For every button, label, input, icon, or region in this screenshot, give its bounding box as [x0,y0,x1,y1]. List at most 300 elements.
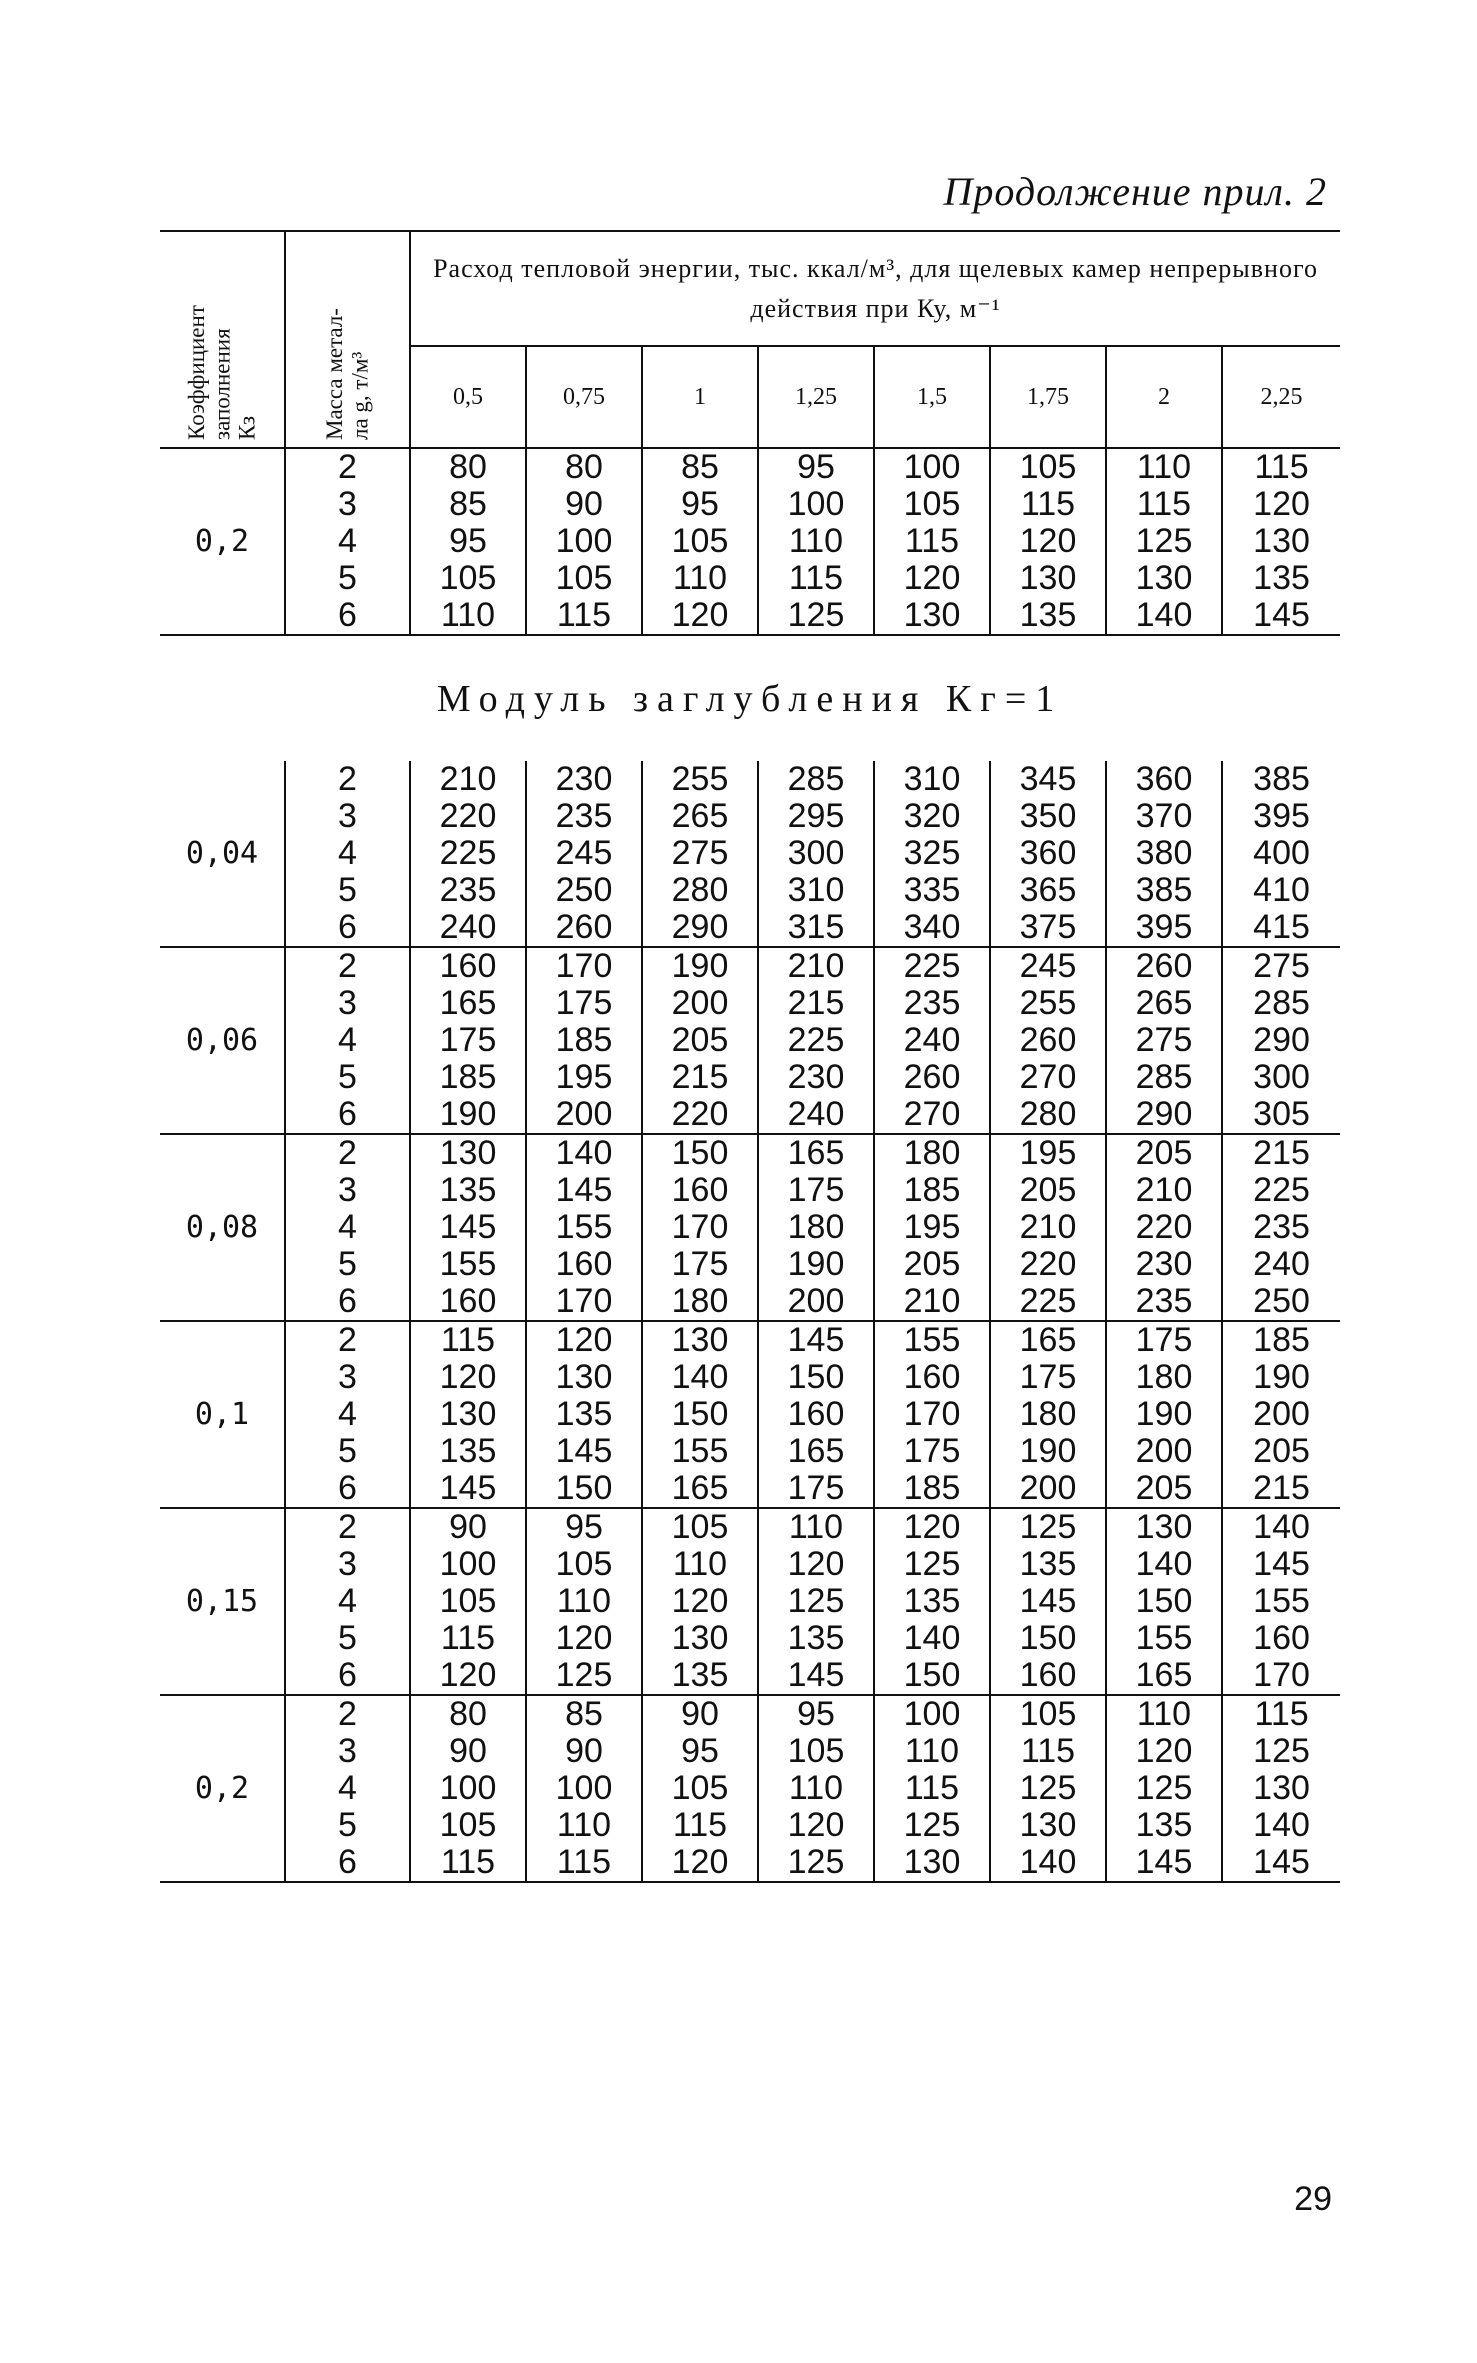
table-body [160,448,1340,1882]
table-cell: 130 [1019,1806,1077,1844]
table-cell: 140 [1135,596,1193,634]
table-cell: 160 [439,947,497,985]
table-cell: 105 [787,1732,845,1770]
g-value: 2 [338,1695,357,1733]
table-cell: 205 [903,1245,961,1283]
table-cell: 245 [555,834,613,872]
table-cell: 315 [787,908,845,946]
table-cell: 170 [555,1282,613,1320]
table-cell: 230 [1135,1245,1193,1283]
table-cell: 145 [555,1171,613,1209]
table-cell: 325 [903,834,961,872]
table-cell: 120 [1253,485,1310,523]
table-cell: 375 [1019,908,1077,946]
table-cell: 190 [1135,1395,1193,1433]
value-column [758,761,874,947]
table-cell: 255 [1019,984,1077,1022]
table-cell: 120 [671,596,729,634]
table-cell: 180 [671,1282,729,1320]
value-column [642,1134,758,1321]
table-cell: 135 [555,1395,613,1433]
table-cell: 285 [1253,984,1310,1022]
table-cell: 100 [555,1769,613,1807]
g-value: 6 [338,596,357,634]
table-cell: 135 [439,1171,497,1209]
table-cell: 105 [671,1769,729,1807]
table-cell: 160 [555,1245,613,1283]
table-cell: 145 [1135,1843,1193,1881]
g-values [285,1134,410,1321]
table-cell: 135 [1019,1545,1077,1583]
table-cell: 255 [671,760,729,798]
table-cell: 125 [555,1656,613,1694]
value-column [758,1321,874,1508]
table-cell: 235 [903,984,961,1022]
table-cell: 160 [1019,1656,1077,1694]
value-column [642,947,758,1134]
table-cell: 145 [1019,1582,1077,1620]
table-cell: 345 [1019,760,1077,798]
table-cell: 115 [1136,485,1192,523]
table-cell: 210 [1135,1171,1193,1209]
table-cell: 150 [555,1469,613,1507]
g-value: 5 [338,1245,357,1283]
value-column [874,947,990,1134]
table-cell: 85 [449,485,487,523]
table-cell: 170 [671,1208,729,1246]
g-values [285,1321,410,1508]
table-cell: 170 [903,1395,961,1433]
g-value: 2 [338,1508,357,1546]
value-column [410,761,526,947]
kz-value: 0,04 [160,761,285,947]
table-cell: 150 [1135,1582,1193,1620]
table-cell: 115 [1254,1695,1309,1733]
table-cell: 265 [1135,984,1193,1022]
g-value: 5 [338,871,357,909]
table-block [160,448,1340,635]
table-cell: 110 [556,1582,612,1620]
table-cell: 125 [903,1545,961,1583]
value-column [526,1321,642,1508]
table-cell: 115 [556,596,612,634]
table-cell: 95 [565,1508,603,1546]
table-cell: 120 [555,1619,613,1657]
table-cell: 235 [555,797,613,835]
table-cell: 115 [788,559,844,597]
table-cell: 215 [671,1058,729,1096]
table-cell: 160 [671,1171,729,1209]
table-cell: 100 [903,448,961,486]
table-cell: 150 [671,1395,729,1433]
table-cell: 170 [555,947,613,985]
table-cell: 235 [439,871,497,909]
table-cell: 260 [1135,947,1193,985]
table-cell: 155 [903,1321,961,1359]
table-cell: 165 [671,1469,729,1507]
table-cell: 290 [671,908,729,946]
table-cell: 135 [1253,559,1310,597]
table-cell: 105 [555,1545,613,1583]
kz-value: 0,2 [160,1695,285,1882]
value-column [1222,1508,1340,1695]
table-cell: 90 [681,1695,719,1733]
table-cell: 190 [787,1245,845,1283]
table-cell: 175 [903,1432,961,1470]
table-cell: 130 [439,1395,497,1433]
g-value: 4 [338,522,357,560]
table-cell: 395 [1253,797,1310,835]
table-cell: 155 [1135,1619,1193,1657]
table-cell: 310 [787,871,845,909]
kz-value: 0,08 [160,1134,285,1321]
table-cell: 175 [555,984,613,1022]
table-cell: 180 [1019,1395,1077,1433]
table-cell: 130 [903,596,961,634]
table-cell: 175 [1135,1321,1193,1359]
table-cell: 95 [797,448,835,486]
table-cell: 245 [1019,947,1077,985]
table-cell: 120 [1019,522,1077,560]
value-column [410,1695,526,1882]
table-cell: 140 [671,1358,729,1396]
table-cell: 130 [1135,1508,1193,1546]
table-cell: 95 [797,1695,835,1733]
table-cell: 300 [1253,1058,1310,1096]
g-value: 4 [338,1769,357,1807]
table-cell: 140 [903,1619,961,1657]
table-cell: 270 [903,1095,961,1133]
g-value: 5 [338,1058,357,1096]
table-cell: 180 [787,1208,845,1246]
ky-header-cell: 2 [1106,346,1222,448]
table-cell: 165 [787,1134,845,1172]
g-values [285,761,410,947]
table-cell: 280 [1019,1095,1077,1133]
table-cell: 85 [681,448,719,486]
table-cell: 120 [671,1582,729,1620]
table-cell: 100 [903,1695,961,1733]
value-column [990,1321,1106,1508]
table-cell: 155 [439,1245,497,1283]
table-cell: 115 [556,1843,612,1881]
table-cell: 135 [1019,596,1077,634]
table-cell: 110 [440,596,496,634]
table-cell: 380 [1135,834,1193,872]
table-cell: 110 [1136,1695,1192,1733]
table-cell: 155 [671,1432,729,1470]
table-cell: 200 [787,1282,845,1320]
value-column [758,947,874,1134]
table-cell: 220 [1019,1245,1077,1283]
heat-consumption-table [160,230,1340,1883]
table-cell: 265 [671,797,729,835]
table-cell: 300 [787,834,845,872]
value-column [990,947,1106,1134]
g-value: 5 [338,1432,357,1470]
table-cell: 120 [439,1358,497,1396]
table-cell: 115 [440,1321,496,1359]
table-cell: 85 [565,1695,603,1733]
table-cell: 125 [787,1843,845,1881]
table-cell: 220 [1135,1208,1193,1246]
value-column [642,448,758,635]
kz-value: 0,06 [160,947,285,1134]
table-cell: 185 [439,1058,497,1096]
g-value: 2 [338,947,357,985]
g-value: 2 [338,448,357,486]
table-cell: 135 [671,1656,729,1694]
header-kz-label: Коэффициент заполнения Кз [184,304,260,440]
table-cell: 410 [1253,871,1310,909]
table-cell: 105 [671,1508,729,1546]
value-column [874,1695,990,1882]
table-cell: 335 [903,871,961,909]
table-cell: 125 [903,1806,961,1844]
value-column [642,1695,758,1882]
table-cell: 80 [449,1695,487,1733]
table-cell: 105 [555,559,613,597]
value-column [1106,448,1222,635]
table-cell: 200 [1253,1395,1310,1433]
table-cell: 250 [555,871,613,909]
value-column [526,761,642,947]
value-column [1106,1134,1222,1321]
table-cell: 120 [1135,1732,1193,1770]
table-cell: 110 [1136,448,1192,486]
g-value: 6 [338,1469,357,1507]
table-cell: 125 [1253,1732,1310,1770]
table-cell: 200 [1135,1432,1193,1470]
table-cell: 240 [1253,1245,1310,1283]
table-cell: 415 [1253,908,1310,946]
table-cell: 135 [787,1619,845,1657]
table-cell: 105 [1019,1695,1077,1733]
value-column [526,947,642,1134]
table-cell: 290 [1135,1095,1193,1133]
table-cell: 200 [1019,1469,1077,1507]
table-cell: 150 [671,1134,729,1172]
g-value: 6 [338,1656,357,1694]
table-cell: 155 [1253,1582,1310,1620]
table-cell: 150 [1019,1619,1077,1657]
table-cell: 310 [903,760,961,798]
value-column [990,1134,1106,1321]
table-cell: 125 [1135,1769,1193,1807]
table-cell: 110 [556,1806,612,1844]
value-column [642,1508,758,1695]
table-cell: 120 [787,1806,845,1844]
value-column [1222,1321,1340,1508]
table-cell: 185 [555,1021,613,1059]
table-cell: 115 [672,1806,728,1844]
table-cell: 225 [903,947,961,985]
table-cell: 220 [439,797,497,835]
value-column [410,1134,526,1321]
table-cell: 125 [1135,522,1193,560]
table-cell: 130 [1019,559,1077,597]
ky-header-cell: 1,25 [758,346,874,448]
table-cell: 165 [787,1432,845,1470]
table-cell: 320 [903,797,961,835]
g-value: 3 [338,1358,357,1396]
table-cell: 125 [787,596,845,634]
value-column [1106,761,1222,947]
modulus-row [160,635,1340,761]
table-cell: 110 [788,1769,844,1807]
table-cell: 260 [555,908,613,946]
table-cell: 105 [671,522,729,560]
table-cell: 175 [439,1021,497,1059]
g-value: 2 [338,760,357,798]
modulus-label: Модуль заглубления Кг=1 [436,677,1064,720]
g-value: 4 [338,1208,357,1246]
value-column [526,1695,642,1882]
table-cell: 385 [1253,760,1310,798]
value-column [1222,761,1340,947]
table-cell: 140 [1019,1843,1077,1881]
value-column [990,1508,1106,1695]
table-cell: 130 [671,1619,729,1657]
value-column [642,761,758,947]
table-cell: 90 [565,485,603,523]
value-column [526,448,642,635]
table-cell: 225 [1253,1171,1310,1209]
table-cell: 80 [449,448,487,486]
table-cell: 80 [565,448,603,486]
table-cell: 235 [1135,1282,1193,1320]
value-column [1222,947,1340,1134]
table-cell: 130 [671,1321,729,1359]
g-value: 6 [338,908,357,946]
table-cell: 150 [903,1656,961,1694]
table-block [160,1134,1340,1321]
table-cell: 90 [565,1732,603,1770]
table-cell: 200 [555,1095,613,1133]
g-value: 3 [338,797,357,835]
table-cell: 145 [1253,1545,1310,1583]
table-cell: 115 [1020,1732,1076,1770]
table-cell: 235 [1253,1208,1310,1246]
table-cell: 350 [1019,797,1077,835]
table-cell: 95 [681,485,719,523]
table-cell: 120 [555,1321,613,1359]
table-cell: 110 [672,1545,728,1583]
value-column [758,448,874,635]
page-number: 29 [1294,2180,1332,2218]
table-cell: 120 [903,559,961,597]
value-column [874,448,990,635]
table-cell: 90 [449,1732,487,1770]
value-column [526,1508,642,1695]
table-cell: 130 [1253,522,1310,560]
table-cell: 165 [1135,1656,1193,1694]
page-heading: Продолжение прил. 2 [943,169,1327,214]
g-value: 2 [338,1134,357,1172]
value-column [990,761,1106,947]
table-cell: 190 [1253,1358,1310,1396]
kz-value: 0,1 [160,1321,285,1508]
table-cell: 185 [903,1171,961,1209]
ky-header-cell: 0,5 [410,346,526,448]
header-g [285,231,410,448]
ky-header-cell: 1 [642,346,758,448]
table-cell: 145 [1253,1843,1310,1881]
table-cell: 160 [903,1358,961,1396]
g-value: 6 [338,1095,357,1133]
table-cell: 115 [440,1619,496,1657]
table-cell: 140 [1253,1508,1310,1546]
table-cell: 175 [1019,1358,1077,1396]
g-value: 5 [338,559,357,597]
table-cell: 240 [903,1021,961,1059]
table-cell: 145 [1253,596,1310,634]
table-cell: 360 [1135,760,1193,798]
table-cell: 285 [787,760,845,798]
header-kz [160,231,285,448]
table-cell: 275 [1135,1021,1193,1059]
table-cell: 190 [671,947,729,985]
value-column [874,1508,990,1695]
table-block [160,1695,1340,1882]
table-cell: 115 [440,1843,496,1881]
g-value: 2 [338,1321,357,1359]
table-cell: 105 [439,1582,497,1620]
table-cell: 130 [1135,559,1193,597]
table-cell: 165 [439,984,497,1022]
table-cell: 125 [1019,1769,1077,1807]
table-cell: 160 [787,1395,845,1433]
table-block [160,947,1340,1134]
table-cell: 195 [903,1208,961,1246]
value-column [1106,1508,1222,1695]
table-block [160,761,1340,947]
table-cell: 145 [787,1321,845,1359]
g-value: 3 [338,984,357,1022]
g-value: 6 [338,1282,357,1320]
table-cell: 130 [439,1134,497,1172]
kz-value: 0,2 [160,448,285,635]
table-cell: 120 [903,1508,961,1546]
table-cell: 100 [787,485,845,523]
table-cell: 160 [439,1282,497,1320]
table-cell: 95 [681,1732,719,1770]
table-cell: 175 [671,1245,729,1283]
table-cell: 210 [1019,1208,1077,1246]
table-cell: 205 [671,1021,729,1059]
table-cell: 135 [439,1432,497,1470]
g-value: 3 [338,1732,357,1770]
table-cell: 210 [787,947,845,985]
header-caption: Расход тепловой энергии, тыс. ккал/м³, для щелевых камер непрерывного действия при Ку, м⁻¹ [410,231,1340,346]
table-cell: 240 [439,908,497,946]
table-cell: 130 [903,1843,961,1881]
value-column [410,1321,526,1508]
table-cell: 100 [555,522,613,560]
table-cell: 365 [1019,871,1077,909]
value-column [526,1134,642,1321]
header-row-1 [160,231,1340,346]
table-cell: 100 [439,1769,497,1807]
ky-header-cell: 1,5 [874,346,990,448]
table-cell: 95 [449,522,487,560]
value-column [758,1695,874,1882]
value-column [874,1134,990,1321]
table-cell: 340 [903,908,961,946]
table-cell: 180 [1135,1358,1193,1396]
table-cell: 120 [787,1545,845,1583]
table-cell: 285 [1135,1058,1193,1096]
